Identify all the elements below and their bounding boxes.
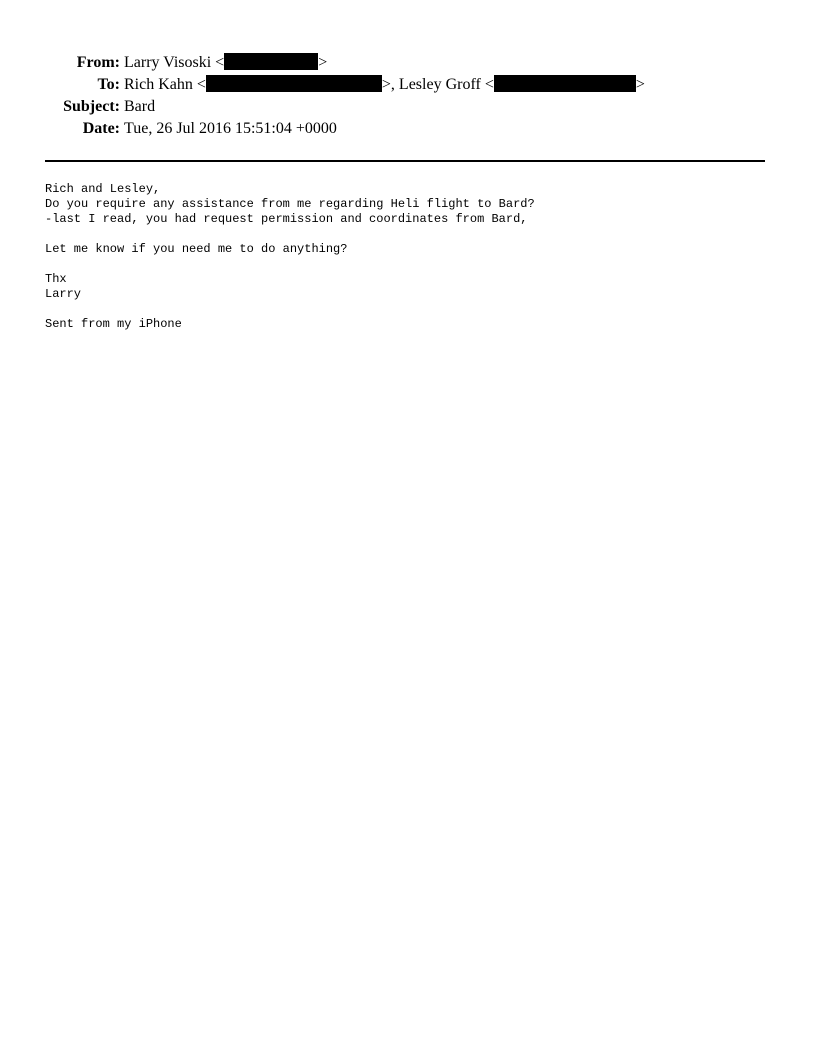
to-close: > xyxy=(635,76,645,93)
blank-line xyxy=(45,302,535,317)
date-row xyxy=(0,118,816,140)
to-label: To: xyxy=(97,76,120,93)
body-line: Do you require any assistance from me regarding Heli flight to Bard? xyxy=(45,197,535,211)
from-close: > xyxy=(318,54,328,71)
blank-line xyxy=(45,227,535,242)
to-name-1: Rich Kahn < xyxy=(124,76,206,93)
to-row xyxy=(0,74,816,96)
from-value xyxy=(124,52,327,74)
header-divider xyxy=(45,160,765,162)
blank-line xyxy=(45,257,535,272)
redaction-block xyxy=(206,75,382,92)
to-value xyxy=(124,74,645,96)
date-value: Tue, 26 Jul 2016 15:51:04 +0000 xyxy=(124,120,337,137)
date-label: Date: xyxy=(82,120,120,137)
body-line: Let me know if you need me to do anything? xyxy=(45,242,348,256)
to-separator: >, Lesley Groff < xyxy=(381,76,494,93)
subject-label: Subject: xyxy=(63,98,120,115)
from-label: From: xyxy=(76,54,120,71)
body-thanks: Thx xyxy=(45,272,67,286)
subject-value: Bard xyxy=(124,98,156,115)
email-header xyxy=(0,52,816,140)
body-greeting: Rich and Lesley, xyxy=(45,182,161,196)
from-name: Larry Visoski < xyxy=(124,54,225,71)
redaction-block xyxy=(224,53,318,70)
body-footer: Sent from my iPhone xyxy=(45,317,182,331)
redaction-block xyxy=(494,75,636,92)
from-row xyxy=(0,52,816,74)
body-line: -last I read, you had request permission and coordinates from Bard, xyxy=(45,212,528,226)
subject-row xyxy=(0,96,816,118)
body-signature: Larry xyxy=(45,287,82,301)
email-body xyxy=(45,182,535,332)
